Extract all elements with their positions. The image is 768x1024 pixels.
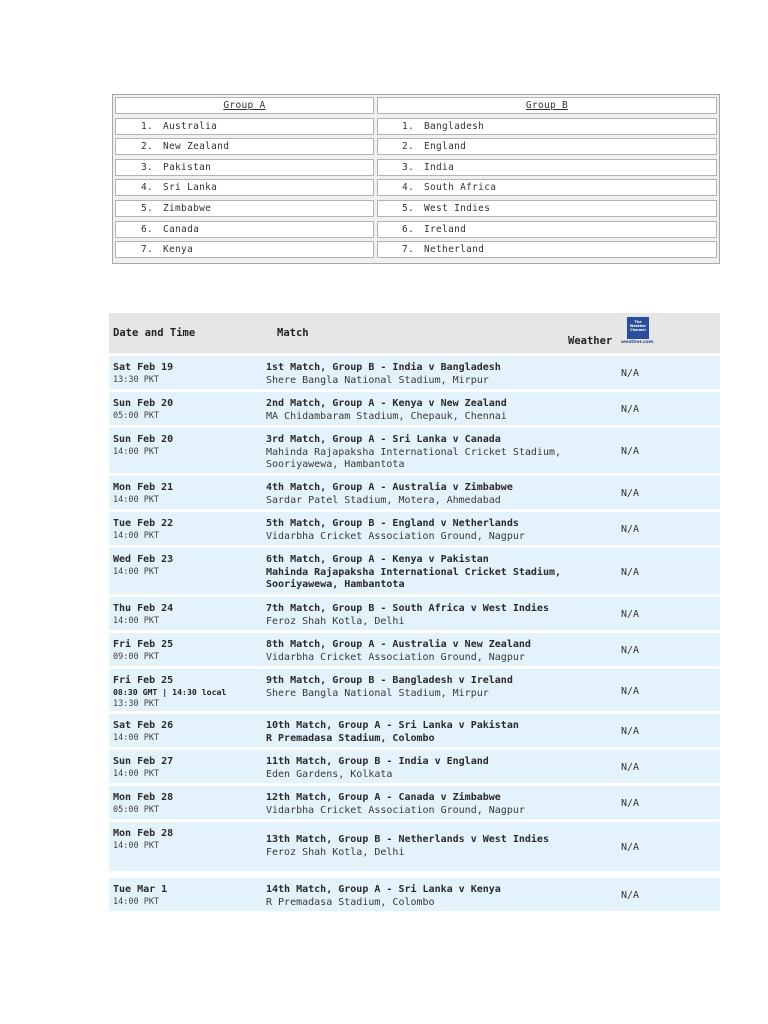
match-info — [266, 362, 566, 387]
match-info — [266, 720, 566, 745]
group-b-team — [377, 138, 717, 155]
date-column-header: Date and Time — [113, 327, 196, 339]
match-time: 05:00 PKT — [113, 805, 160, 815]
schedule-table — [109, 313, 720, 911]
schedule-row — [109, 875, 720, 911]
match-venue: Shere Bangla National Stadium, Mirpur — [266, 687, 489, 699]
match-date: Fri Feb 25 — [113, 675, 174, 686]
schedule-header — [109, 313, 720, 353]
team-name: Bangladesh — [424, 120, 485, 132]
match-weather: N/A — [621, 686, 640, 697]
match-time: 05:00 PKT — [113, 411, 160, 421]
match-weather: N/A — [621, 842, 640, 853]
match-title[interactable]: 13th Match, Group B - Netherlands v West Indies — [266, 834, 549, 845]
match-local-time: 08:30 GMT | 14:30 local — [113, 687, 227, 697]
match-venue: R Premadasa Stadium, Colombo — [266, 732, 435, 744]
match-venue: Vidarbha Cricket Association Ground, Nagpur — [266, 651, 525, 663]
group-b-team — [377, 200, 717, 217]
match-venue: Shere Bangla National Stadium, Mirpur — [266, 374, 489, 386]
match-weather: N/A — [621, 890, 640, 901]
match-info — [266, 434, 566, 472]
team-name: Australia — [163, 120, 218, 132]
schedule-row — [109, 630, 720, 666]
match-weather: N/A — [621, 798, 640, 809]
match-weather: N/A — [621, 368, 640, 379]
match-weather: N/A — [621, 645, 640, 656]
weather-channel-link[interactable]: weather.com — [621, 340, 654, 345]
schedule-row — [109, 509, 720, 545]
group-a-team — [115, 241, 374, 258]
group-a-header: Group A — [115, 97, 374, 114]
match-date: Wed Feb 23 — [113, 554, 174, 565]
team-number: 5. — [141, 202, 154, 214]
schedule-row — [109, 594, 720, 630]
match-info — [266, 675, 566, 700]
team-number: 4. — [141, 182, 154, 194]
match-weather: N/A — [621, 726, 640, 737]
match-date: Mon Feb 21 — [113, 482, 174, 493]
match-date: Thu Feb 24 — [113, 603, 174, 614]
group-a-team — [115, 138, 374, 155]
match-date: Mon Feb 28 — [113, 792, 174, 803]
group-b-header: Group B — [377, 97, 717, 114]
group-a-team — [115, 200, 374, 217]
match-weather: N/A — [621, 524, 640, 535]
match-title[interactable]: 7th Match, Group B - South Africa v West Indies — [266, 603, 549, 614]
match-time: 14:00 PKT — [113, 495, 160, 505]
match-time: 14:00 PKT — [113, 897, 160, 907]
match-info — [266, 518, 566, 543]
match-date: Sat Feb 19 — [113, 362, 174, 373]
group-b-team — [377, 179, 717, 196]
match-time: 14:00 PKT — [113, 616, 160, 626]
team-name: Zimbabwe — [163, 202, 212, 214]
match-venue: R Premadasa Stadium, Colombo — [266, 896, 435, 908]
team-name: India — [424, 161, 455, 173]
schedule-rows — [109, 353, 720, 911]
group-a-column — [115, 97, 374, 262]
match-info — [266, 884, 566, 909]
match-time: 14:00 PKT — [113, 841, 160, 851]
match-date: Sun Feb 20 — [113, 398, 174, 409]
team-number: 2. — [402, 141, 415, 153]
match-time: 13:30 PKT — [113, 375, 160, 385]
team-name: New Zealand — [163, 141, 230, 153]
team-number: 3. — [141, 161, 154, 173]
schedule-row — [109, 389, 720, 425]
schedule-row — [109, 819, 720, 871]
team-name: Kenya — [163, 244, 194, 256]
match-title[interactable]: 6th Match, Group A - Kenya v Pakistan — [266, 554, 489, 565]
match-info — [266, 756, 566, 781]
match-title[interactable]: 3rd Match, Group A - Sri Lanka v Canada — [266, 434, 501, 445]
match-venue: MA Chidambaram Stadium, Chepauk, Chennai — [266, 410, 507, 422]
group-a-team — [115, 179, 374, 196]
group-b-team — [377, 221, 717, 238]
schedule-row — [109, 783, 720, 819]
match-date: Sun Feb 27 — [113, 756, 174, 767]
match-info — [266, 398, 566, 423]
match-time: 14:00 PKT — [113, 531, 160, 541]
match-weather: N/A — [621, 404, 640, 415]
match-title[interactable]: 12th Match, Group A - Canada v Zimbabwe — [266, 792, 501, 803]
match-time: 14:00 PKT — [113, 447, 160, 457]
match-date: Mon Feb 28 — [113, 828, 174, 839]
match-date: Sat Feb 26 — [113, 720, 174, 731]
group-b-team — [377, 159, 717, 176]
match-venue: Sardar Patel Stadium, Motera, Ahmedabad — [266, 494, 501, 506]
groups-table — [112, 94, 720, 264]
match-title[interactable]: 2nd Match, Group A - Kenya v New Zealand — [266, 398, 507, 409]
match-date: Fri Feb 25 — [113, 639, 174, 650]
match-info — [266, 639, 566, 664]
match-title[interactable]: 10th Match, Group A - Sri Lanka v Pakistan — [266, 720, 519, 731]
team-name: England — [424, 141, 467, 153]
match-title[interactable]: 4th Match, Group A - Australia v Zimbabwe — [266, 482, 513, 493]
match-venue: Vidarbha Cricket Association Ground, Nagpur — [266, 530, 525, 542]
match-title[interactable]: 14th Match, Group A - Sri Lanka v Kenya — [266, 884, 501, 895]
match-info — [266, 834, 566, 859]
schedule-row — [109, 666, 720, 711]
match-venue: Vidarbha Cricket Association Ground, Nagpur — [266, 804, 525, 816]
schedule-row — [109, 711, 720, 747]
match-info — [266, 792, 566, 817]
team-number: 7. — [141, 244, 154, 256]
team-number: 6. — [402, 223, 415, 235]
team-number: 5. — [402, 202, 415, 214]
schedule-row — [109, 425, 720, 473]
group-a-team — [115, 118, 374, 135]
match-info — [266, 482, 566, 507]
schedule-row — [109, 545, 720, 594]
match-date: Tue Feb 22 — [113, 518, 174, 529]
match-weather: N/A — [621, 567, 640, 578]
match-info — [266, 554, 566, 592]
team-number: 1. — [402, 120, 415, 132]
match-info — [266, 603, 566, 628]
schedule-row — [109, 747, 720, 783]
group-a-team — [115, 221, 374, 238]
schedule-row — [109, 473, 720, 509]
match-title[interactable]: 1st Match, Group B - India v Bangladesh — [266, 362, 501, 373]
team-number: 6. — [141, 223, 154, 235]
team-name: Sri Lanka — [163, 182, 218, 194]
team-number: 1. — [141, 120, 154, 132]
weather-column-header: Weather — [568, 335, 613, 347]
team-name: Canada — [163, 223, 200, 235]
match-time: 14:00 PKT — [113, 733, 160, 743]
match-date: Sun Feb 20 — [113, 434, 174, 445]
schedule-row — [109, 353, 720, 389]
match-title[interactable]: 5th Match, Group B - England v Netherlands — [266, 518, 519, 529]
match-weather: N/A — [621, 762, 640, 773]
team-name: Ireland — [424, 223, 467, 235]
match-column-header: Match — [277, 327, 309, 339]
group-a-team — [115, 159, 374, 176]
match-venue: Feroz Shah Kotla, Delhi — [266, 615, 405, 627]
group-b-column — [377, 97, 717, 262]
match-date: Tue Mar 1 — [113, 884, 168, 895]
team-name: Pakistan — [163, 161, 212, 173]
group-b-team — [377, 118, 717, 135]
team-name: South Africa — [424, 182, 497, 194]
group-b-team — [377, 241, 717, 258]
match-time: 14:00 PKT — [113, 769, 160, 779]
team-number: 4. — [402, 182, 415, 194]
match-weather: N/A — [621, 609, 640, 620]
match-time: 14:00 PKT — [113, 567, 160, 577]
team-number: 7. — [402, 244, 415, 256]
match-venue: Mahinda Rajapaksha International Cricket Stadium, Sooriyawewa, Hambantota — [266, 446, 562, 470]
match-title[interactable]: 11th Match, Group B - India v England — [266, 756, 489, 767]
match-title[interactable]: 8th Match, Group A - Australia v New Zealand — [266, 639, 531, 650]
team-name: West Indies — [424, 202, 491, 214]
team-number: 3. — [402, 161, 415, 173]
weather-channel-logo-icon[interactable]: The Weather Channel — [627, 317, 649, 339]
match-venue: Eden Gardens, Kolkata — [266, 768, 393, 780]
match-title[interactable]: 9th Match, Group B - Bangladesh v Ireland — [266, 675, 513, 686]
team-number: 2. — [141, 141, 154, 153]
team-name: Netherland — [424, 244, 485, 256]
match-venue: Mahinda Rajapaksha International Cricket Stadium, Sooriyawewa, Hambantota — [266, 566, 562, 590]
match-weather: N/A — [621, 446, 640, 457]
match-venue: Feroz Shah Kotla, Delhi — [266, 846, 405, 858]
match-time: 09:00 PKT — [113, 652, 160, 662]
match-weather: N/A — [621, 488, 640, 499]
match-time: 13:30 PKT — [113, 699, 160, 709]
